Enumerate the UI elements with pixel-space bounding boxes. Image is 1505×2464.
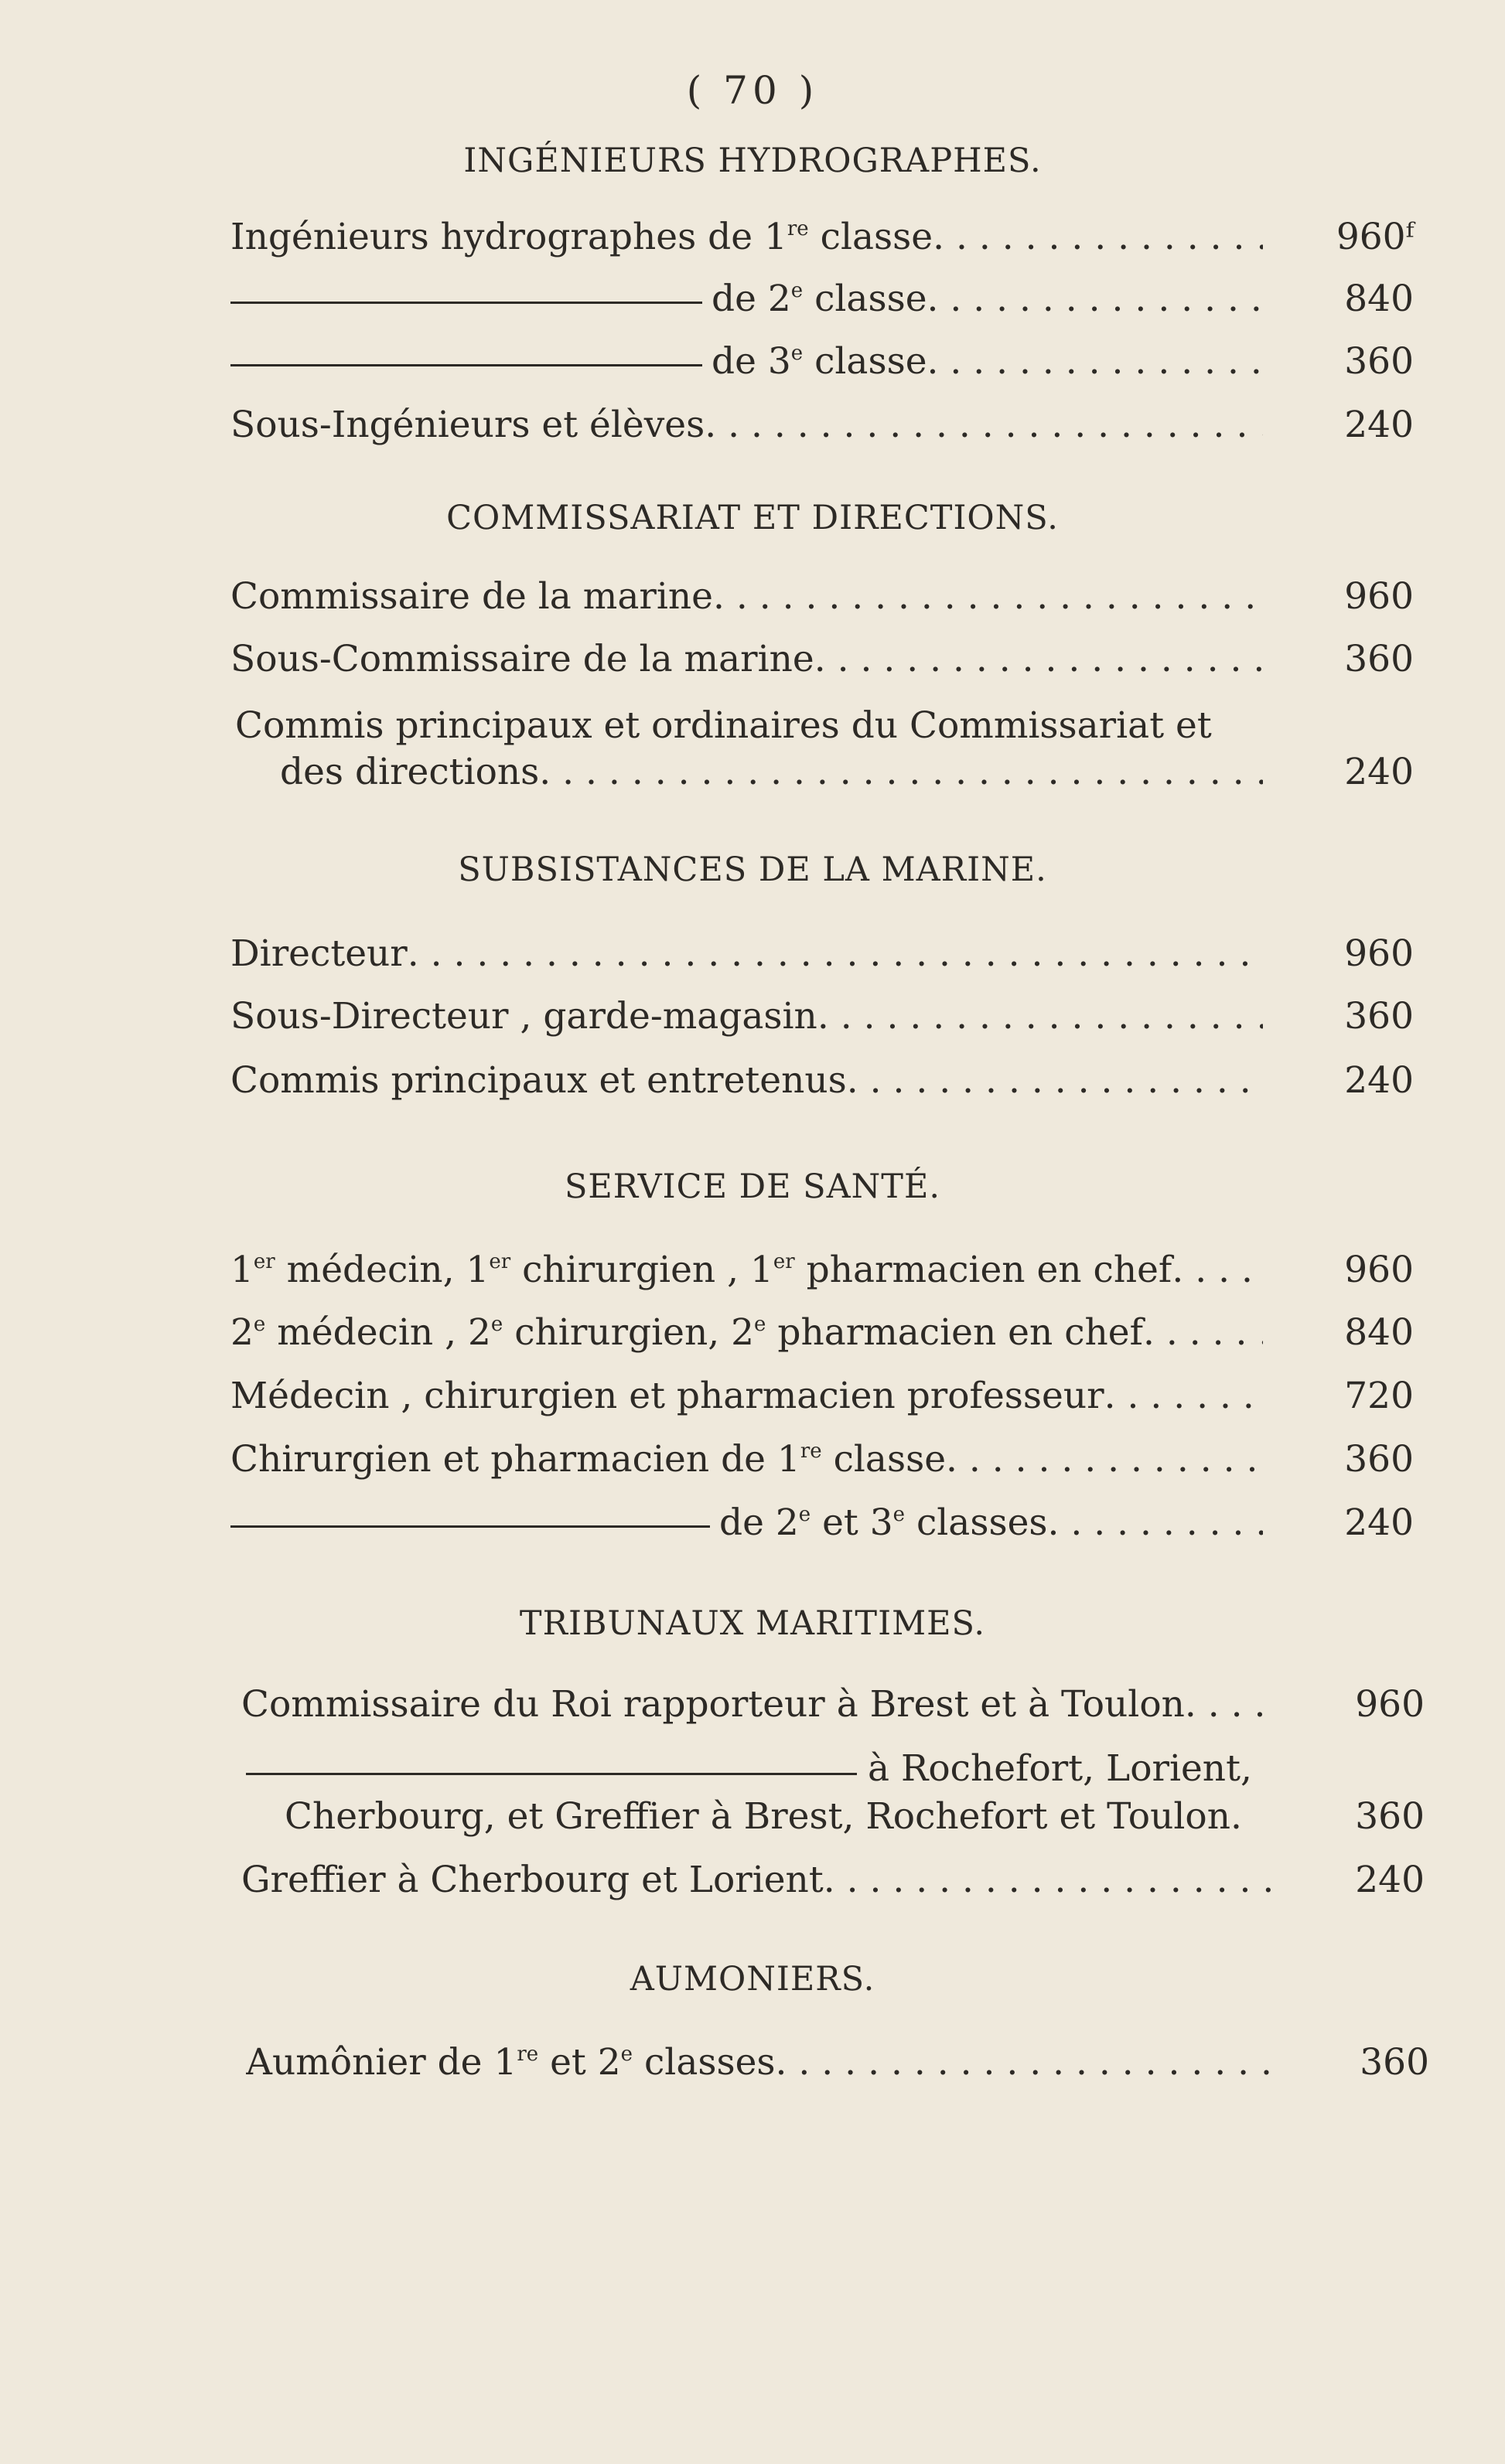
leader-dots xyxy=(927,339,1263,385)
row-label: Médecin , chirurgien et pharmacien professeur xyxy=(230,1375,1104,1417)
leader-dots xyxy=(705,402,1263,448)
row-label: Cherbourg, et Greffier à Brest, Rochefort et Toulon. xyxy=(285,1795,1242,1838)
row-label-sup: er xyxy=(489,1250,511,1273)
row-label-sup: re xyxy=(517,2043,539,2066)
row-amount: 960 xyxy=(1355,1683,1425,1726)
table-row xyxy=(230,276,1414,325)
row-label: classes xyxy=(905,1501,1048,1544)
row-label: à Rochefort, Lorient, xyxy=(868,1747,1252,1790)
row-amount: 360 xyxy=(1344,1438,1414,1481)
row-label: classes xyxy=(633,2041,776,2084)
leader-dots xyxy=(408,931,1263,977)
row-label: médecin , 2 xyxy=(265,1311,491,1354)
row-label-sup: e xyxy=(790,279,804,302)
leader-dots xyxy=(814,636,1263,683)
leader-dots xyxy=(1172,1247,1263,1293)
table-row xyxy=(230,402,1414,452)
row-label-sup: re xyxy=(800,1440,822,1463)
leader-dots xyxy=(1104,1373,1263,1419)
leader-dots xyxy=(776,2040,1278,2086)
row-amount: 240 xyxy=(1344,404,1414,446)
row-label: pharmacien en chef xyxy=(794,1249,1172,1291)
row-label: et 3 xyxy=(811,1501,893,1544)
row-label: Chirurgien et pharmacien de 1 xyxy=(230,1438,800,1481)
row-amount: 840 xyxy=(1344,278,1414,320)
row-label: 2 xyxy=(230,1311,254,1354)
table-row xyxy=(230,339,1414,388)
row-amount: 240 xyxy=(1355,1859,1425,1901)
table-row xyxy=(230,931,1414,980)
leader-dots xyxy=(1185,1682,1274,1728)
table-row xyxy=(230,1058,1414,1107)
ditto-dash xyxy=(230,1525,710,1528)
row-label-sup: er xyxy=(773,1250,795,1273)
section-heading: AUMONIERS. xyxy=(630,1960,875,1999)
row-amount: 240 xyxy=(1344,1059,1414,1102)
row-label: Commissaire de la marine xyxy=(230,575,713,618)
row-label-sup: re xyxy=(787,217,809,240)
leader-dots xyxy=(1143,1310,1263,1356)
row-label-sup: e xyxy=(790,342,804,365)
row-label-sup: e xyxy=(798,1503,811,1526)
row-label: des directions xyxy=(280,751,540,793)
row-label: et 2 xyxy=(538,2041,621,2084)
row-label: pharmacien en chef xyxy=(766,1311,1144,1354)
row-label: Commissaire du Roi rapporteur à Brest et à Toulon xyxy=(241,1683,1185,1726)
row-label: classe xyxy=(803,278,927,320)
row-label: chirurgien, 2 xyxy=(503,1311,755,1354)
leader-dots xyxy=(817,993,1263,1040)
row-label: Commis principaux et entretenus xyxy=(230,1059,847,1102)
leader-dots xyxy=(824,1857,1274,1903)
row-label: Aumônier de 1 xyxy=(246,2041,517,2084)
row-amount: 360 xyxy=(1355,1795,1425,1838)
table-row xyxy=(230,993,1414,1043)
row-label: classe xyxy=(821,1438,947,1481)
row-amount: 360 xyxy=(1344,638,1414,680)
table-row xyxy=(230,1500,1414,1549)
ditto-dash xyxy=(230,364,702,366)
leader-dots xyxy=(933,214,1263,261)
table-row xyxy=(230,1247,1414,1297)
row-amount: 960 xyxy=(1344,575,1414,618)
table-row xyxy=(230,1436,1414,1486)
row-label: chirurgien , 1 xyxy=(510,1249,773,1291)
table-row xyxy=(230,636,1414,686)
row-label: Sous-Commissaire de la marine xyxy=(230,638,814,680)
row-label: de 2 xyxy=(719,1501,799,1544)
row-amount: 840 xyxy=(1344,1311,1414,1354)
row-label-sup: e xyxy=(620,2043,633,2066)
row-label-sup: e xyxy=(892,1503,906,1526)
row-label: classe xyxy=(808,216,933,258)
row-label-sup: e xyxy=(490,1313,503,1336)
row-label: classe xyxy=(803,340,927,383)
section-heading: TRIBUNAUX MARITIMES. xyxy=(519,1604,986,1643)
row-label: Greffier à Cherbourg et Lorient xyxy=(241,1859,824,1901)
table-row xyxy=(246,2040,1429,2089)
leader-dots xyxy=(946,1436,1263,1483)
leader-dots xyxy=(847,1058,1263,1104)
section-heading: COMMISSARIAT ET DIRECTIONS. xyxy=(446,499,1059,537)
row-amount: 240 xyxy=(1344,1501,1414,1544)
row-label-line: Commis principaux et ordinaires du Commissariat et xyxy=(235,704,1212,747)
leader-dots xyxy=(713,574,1263,620)
row-label-sup: er xyxy=(253,1250,275,1273)
row-amount: 960ᶠ xyxy=(1336,216,1414,258)
row-amount: 720 xyxy=(1344,1375,1414,1417)
row-amount: 960 xyxy=(1344,1249,1414,1291)
ditto-dash xyxy=(230,302,702,304)
row-label: Ingénieurs hydrographes de 1 xyxy=(230,216,787,258)
row-label-line xyxy=(246,1746,1252,1792)
row-label: 1 xyxy=(230,1249,254,1291)
row-amount: 240 xyxy=(1344,751,1414,793)
row-label: de 2 xyxy=(712,278,791,320)
row-label: Directeur xyxy=(230,932,408,975)
section-heading: INGÉNIEURS HYDROGRAPHES. xyxy=(463,141,1042,180)
leader-dots xyxy=(539,749,1263,796)
leader-dots xyxy=(927,276,1263,322)
table-row xyxy=(230,1373,1414,1423)
table-row xyxy=(230,1310,1414,1359)
row-amount: 360 xyxy=(1360,2041,1429,2084)
section-heading: SUBSISTANCES DE LA MARINE. xyxy=(458,850,1047,889)
ditto-dash xyxy=(246,1773,857,1775)
row-label: de 3 xyxy=(712,340,791,383)
table-row xyxy=(230,214,1414,264)
table-row xyxy=(241,1857,1425,1907)
row-label: Sous-Directeur , garde-magasin xyxy=(230,995,817,1038)
section-heading: SERVICE DE SANTÉ. xyxy=(564,1167,941,1206)
row-label-sup: e xyxy=(754,1313,766,1336)
row-label: médecin, 1 xyxy=(275,1249,490,1291)
page-number: ( 70 ) xyxy=(686,68,819,113)
row-label-sup: e xyxy=(253,1313,266,1336)
table-row xyxy=(241,1682,1425,1731)
table-row xyxy=(241,1794,1425,1843)
row-amount: 960 xyxy=(1344,932,1414,975)
leader-dots xyxy=(1048,1500,1263,1546)
row-label: Sous-Ingénieurs et élèves xyxy=(230,404,705,446)
table-row xyxy=(230,574,1414,623)
row-amount: 360 xyxy=(1344,340,1414,383)
table-row xyxy=(230,749,1414,799)
row-amount: 360 xyxy=(1344,995,1414,1038)
